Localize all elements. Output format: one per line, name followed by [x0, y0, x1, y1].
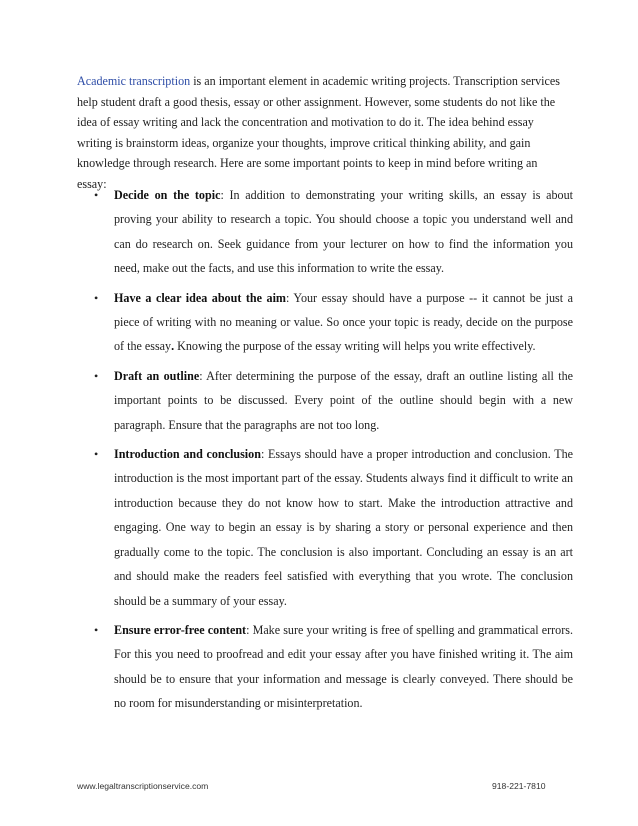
bullet-icon: •	[94, 290, 99, 305]
footer-website[interactable]: www.legaltranscriptionservice.com	[77, 781, 209, 791]
point-text: : In addition to demonstrating your writing skills, an essay is about proving your ability to research a topic. You should choose a topic you understand well and can do research on. Seek guidance from your lecturer on how to find the information you need, make out the facts, and use this information to write the essay.	[114, 188, 574, 276]
point-decide-topic	[77, 183, 573, 281]
point-text: : Make sure your writing is free of spelling and grammatical errors. For this you need to proofread and edit your essay after you have finished writing it. The aim should be to ensure that your information and message is clearly conveyed. There should be no room for misunderstanding or misinterpretation.	[114, 622, 573, 711]
point-title: Draft an outline	[114, 368, 200, 383]
point-text: : After determining the purpose of the essay, draft an outline listing all the important points to be discussed. Every point of the outline should begin with a new paragraph. Ensure that the paragraphs are not too long.	[114, 368, 573, 432]
bullet-icon: •	[94, 447, 99, 462]
point-text: : Essays should have a proper introduction and conclusion. The introduction is the most important part of the essay. Students always find it difficult to write an introduction because they do not know how to start. Make the introduction attractive and engaging. One way to begin an essay is by sharing a story or personal experience and then gradually come to the topic. The conclusion is also important. Concluding an essay is an art and should make the readers feel satisfied with everything that you wrote. The conclusion should be a summary of your essay.	[114, 447, 573, 608]
intro-text: is an important element in academic writing projects. Transcription services help student draft a good thesis, essay or other assignment. However, some students do not like the idea of essay writing and lack the concentration and motivation to do it. The idea behind essay writing is brainstorm ideas, organize your thoughts, improve critical thinking ability, and gain knowledge through research. Here are some important points to keep in mind before writing an essay:	[77, 74, 560, 191]
point-title: Decide on the topic	[114, 188, 221, 202]
point-clear-aim	[77, 286, 573, 359]
point-draft-outline	[77, 364, 573, 437]
point-text-continued: Knowing the purpose of the essay writing will helps you write effectively.	[174, 339, 536, 354]
footer-phone: 918-221-7810	[492, 781, 546, 791]
point-text: : Your essay should have a purpose -- it cannot be just a piece of writing with no meaning or value. So once your topic is ready, decide on the purpose of the essay	[114, 290, 573, 354]
point-bold-period: .	[171, 339, 175, 354]
academic-transcription-link[interactable]: Academic transcription	[77, 74, 191, 88]
point-title: Ensure error-free content	[114, 622, 247, 637]
bullet-icon: •	[94, 622, 99, 637]
intro-paragraph	[77, 71, 569, 195]
point-error-free	[77, 618, 573, 716]
point-intro-conclusion	[77, 442, 573, 613]
bullet-icon: •	[94, 368, 99, 383]
points-list	[77, 183, 573, 721]
bullet-icon: •	[94, 188, 99, 202]
point-title: Introduction and conclusion	[114, 447, 261, 462]
point-title: Have a clear idea about the aim	[114, 290, 286, 305]
